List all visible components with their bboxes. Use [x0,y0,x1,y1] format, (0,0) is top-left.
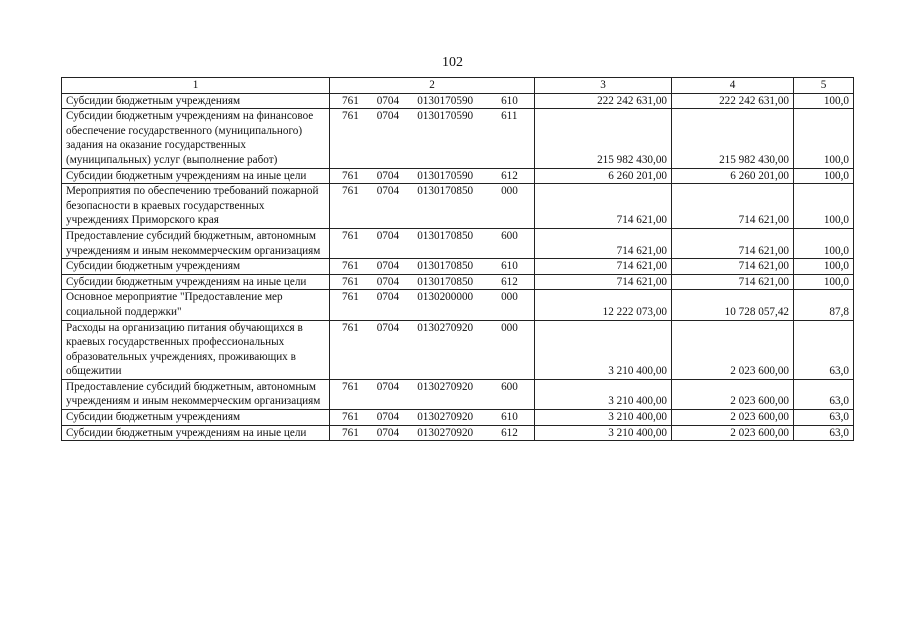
expense-type-code: 000 [501,291,518,304]
target-article-code: 0130170590 [417,94,474,107]
expense-name-cell: Субсидии бюджетным учреждениям [62,93,330,109]
table-row [62,320,854,379]
expense-name-cell: Субсидии бюджетным учреждениям [62,259,330,275]
section-code: 0704 [376,169,400,182]
budget-code [334,290,530,305]
budget-code [334,380,530,395]
executed-amount-cell: 222 242 631,00 [672,93,794,109]
executed-amount-cell: 2 023 600,00 [672,410,794,426]
expense-type-code: 612 [501,426,518,439]
budget-code [334,184,530,199]
section-code: 0704 [376,321,400,334]
budget-table [61,77,854,441]
executed-amount-cell: 6 260 201,00 [672,168,794,184]
target-article-code: 0130170850 [417,275,474,288]
section-code: 0704 [376,426,400,439]
section-code: 0704 [376,380,400,393]
expense-type-code: 000 [501,185,518,198]
executed-amount-cell: 714 621,00 [672,259,794,275]
budget-code-cell [330,168,535,184]
executed-amount-cell: 10 728 057,42 [672,290,794,320]
table-row [62,228,854,258]
ministry-code: 761 [342,321,359,334]
expense-type-code: 610 [501,94,518,107]
table-row [62,425,854,441]
section-code: 0704 [376,185,400,198]
budget-code-cell [330,228,535,258]
ministry-code: 761 [342,411,359,424]
header-cell: 1 [62,78,330,94]
table-row [62,379,854,409]
header-cell: 2 [330,78,535,94]
expense-type-code: 610 [501,411,518,424]
execution-percent-cell: 100,0 [794,228,854,258]
budget-code [334,229,530,244]
page-number: 102 [442,55,463,70]
target-article-code: 0130170590 [417,169,474,182]
budget-code-cell [330,290,535,320]
execution-percent-cell: 100,0 [794,168,854,184]
budget-code [334,94,530,109]
budget-code [334,109,530,124]
ministry-code: 761 [342,275,359,288]
ministry-code: 761 [342,185,359,198]
expense-type-code: 611 [501,110,518,123]
ministry-code: 761 [342,291,359,304]
expense-name-cell: Основное мероприятие "Предоставление мер социальной поддержки" [62,290,330,320]
budget-code [334,410,530,425]
budget-code [334,259,530,274]
execution-percent-cell: 100,0 [794,259,854,275]
expense-type-code: 610 [501,260,518,273]
section-code: 0704 [376,94,400,107]
execution-percent-cell: 100,0 [794,274,854,290]
table-row [62,274,854,290]
expense-name-cell: Мероприятия по обеспечению требований пожарной безопасности в краевых государственных учреждениях Приморского края [62,184,330,229]
execution-percent-cell: 63,0 [794,425,854,441]
table-row [62,184,854,229]
approved-amount-cell: 6 260 201,00 [535,168,672,184]
budget-code-cell [330,320,535,379]
executed-amount-cell: 215 982 430,00 [672,109,794,168]
expense-type-code: 612 [501,169,518,182]
section-code: 0704 [376,110,400,123]
target-article-code: 0130270920 [417,380,474,393]
expense-name-cell: Расходы на организацию питания обучающихся в краевых государственных профессиональных образовательных учреждениях, проживающих в общежитии [62,320,330,379]
approved-amount-cell: 12 222 073,00 [535,290,672,320]
expense-name-cell: Предоставление субсидий бюджетным, автономным учреждениям и иным некоммерческим организациям [62,228,330,258]
approved-amount-cell: 714 621,00 [535,274,672,290]
expense-name-cell: Субсидии бюджетным учреждениям [62,410,330,426]
expense-type-code: 600 [501,380,518,393]
ministry-code: 761 [342,94,359,107]
execution-percent-cell: 100,0 [794,93,854,109]
target-article-code: 0130200000 [417,291,474,304]
executed-amount-cell: 2 023 600,00 [672,425,794,441]
execution-percent-cell: 63,0 [794,410,854,426]
budget-code-cell [330,184,535,229]
table-header-row [62,78,854,94]
header-cell: 5 [794,78,854,94]
approved-amount-cell: 3 210 400,00 [535,379,672,409]
approved-amount-cell: 3 210 400,00 [535,425,672,441]
section-code: 0704 [376,411,400,424]
budget-code-cell [330,379,535,409]
table-row [62,259,854,275]
executed-amount-cell: 714 621,00 [672,228,794,258]
header-cell: 3 [535,78,672,94]
budget-code [334,321,530,336]
target-article-code: 0130270920 [417,321,474,334]
expense-type-code: 612 [501,275,518,288]
expense-name-cell: Субсидии бюджетным учреждениям на финансовое обеспечение государственного (муниципального) задания на оказание государственных (муниципальных) услуг (выполнение работ) [62,109,330,168]
budget-code [334,275,530,290]
budget-code-cell [330,93,535,109]
target-article-code: 0130270920 [417,411,474,424]
section-code: 0704 [376,275,400,288]
budget-code-cell [330,425,535,441]
target-article-code: 0130270920 [417,426,474,439]
table-row [62,410,854,426]
execution-percent-cell: 100,0 [794,109,854,168]
table-row [62,109,854,168]
ministry-code: 761 [342,229,359,242]
table-row [62,93,854,109]
budget-code-cell [330,109,535,168]
budget-code [334,169,530,184]
approved-amount-cell: 3 210 400,00 [535,320,672,379]
execution-percent-cell: 87,8 [794,290,854,320]
section-code: 0704 [376,260,400,273]
approved-amount-cell: 714 621,00 [535,259,672,275]
execution-percent-cell: 63,0 [794,320,854,379]
budget-code-cell [330,274,535,290]
budget-code-cell [330,259,535,275]
approved-amount-cell: 3 210 400,00 [535,410,672,426]
execution-percent-cell: 63,0 [794,379,854,409]
ministry-code: 761 [342,426,359,439]
budget-code-cell [330,410,535,426]
execution-percent-cell: 100,0 [794,184,854,229]
executed-amount-cell: 714 621,00 [672,184,794,229]
ministry-code: 761 [342,260,359,273]
expense-name-cell: Субсидии бюджетным учреждениям на иные цели [62,168,330,184]
expense-type-code: 600 [501,229,518,242]
executed-amount-cell: 2 023 600,00 [672,320,794,379]
table-row [62,290,854,320]
target-article-code: 0130170590 [417,110,474,123]
section-code: 0704 [376,291,400,304]
expense-type-code: 000 [501,321,518,334]
executed-amount-cell: 2 023 600,00 [672,379,794,409]
target-article-code: 0130170850 [417,185,474,198]
section-code: 0704 [376,229,400,242]
expense-name-cell: Субсидии бюджетным учреждениям на иные цели [62,274,330,290]
ministry-code: 761 [342,380,359,393]
expense-name-cell: Предоставление субсидий бюджетным, автономным учреждениям и иным некоммерческим организациям [62,379,330,409]
approved-amount-cell: 215 982 430,00 [535,109,672,168]
target-article-code: 0130170850 [417,229,474,242]
table-row [62,168,854,184]
header-cell: 4 [672,78,794,94]
ministry-code: 761 [342,110,359,123]
approved-amount-cell: 222 242 631,00 [535,93,672,109]
approved-amount-cell: 714 621,00 [535,184,672,229]
approved-amount-cell: 714 621,00 [535,228,672,258]
target-article-code: 0130170850 [417,260,474,273]
budget-code [334,426,530,441]
executed-amount-cell: 714 621,00 [672,274,794,290]
ministry-code: 761 [342,169,359,182]
expense-name-cell: Субсидии бюджетным учреждениям на иные цели [62,425,330,441]
